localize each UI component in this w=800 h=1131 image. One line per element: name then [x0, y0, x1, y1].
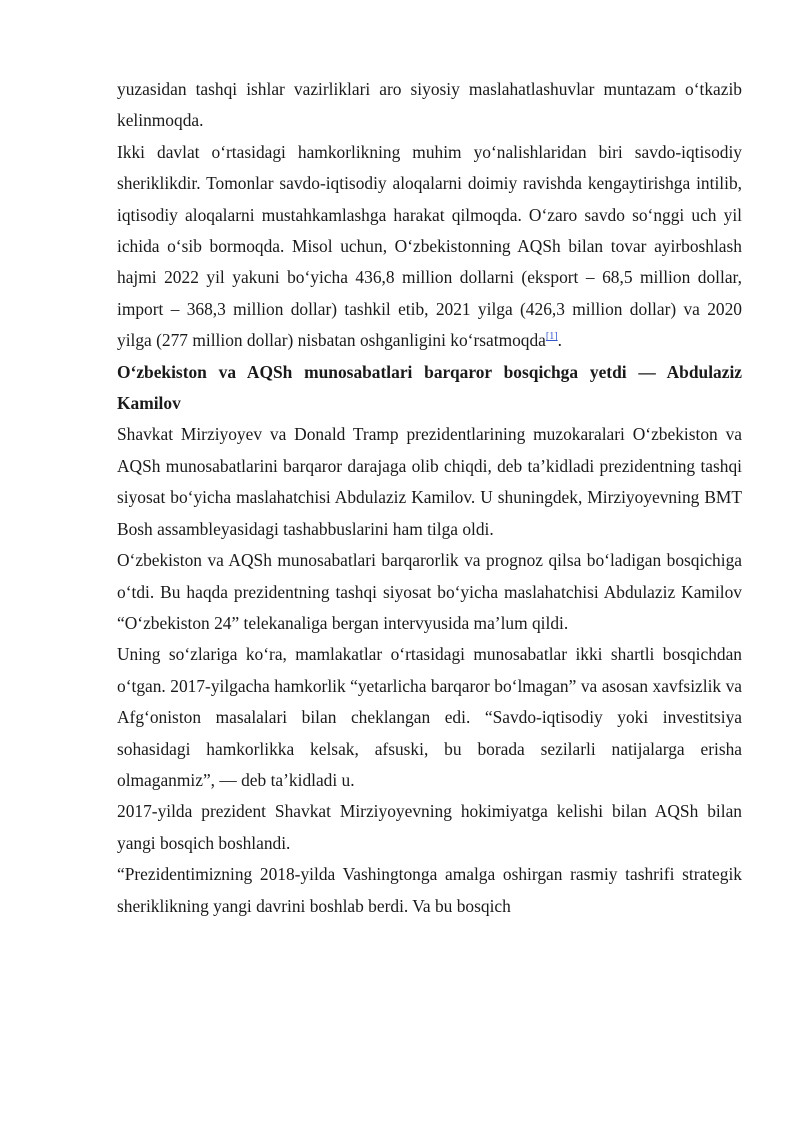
paragraph-trade-tail: . [557, 330, 562, 351]
section-heading: O‘zbekiston va AQSh munosabatlari barqaror bosqichga yetdi — Abdulaziz Kamilov [117, 361, 742, 414]
footnote-link[interactable]: [1] [545, 331, 558, 343]
paragraph-visit-quote: “Prezidentimizning 2018-yilda Vashingtonga amalga oshirgan rasmiy tashrifi strategik sheriklikning yangi davrini boshlab berdi. Va bu bosqich [117, 864, 742, 916]
paragraph-stability: O‘zbekiston va AQSh munosabatlari barqarorlik va prognoz qilsa bo‘ladigan bosqichiga o‘tdi. Bu haqda prezidentning tashqi siyosat bo‘yicha maslahatchisi Abdulaziz Kamilov “O‘zbekiston 24” telekanaliga bergan intervyusida ma’lum qildi. [117, 550, 742, 633]
paragraph-consultations: yuzasidan tashqi ishlar vazirliklari aro siyosiy maslahatlashuvlar muntazam o‘tkazib kelinmoqda. [117, 79, 742, 131]
paragraph-trade-text: Ikki davlat o‘rtasidagi hamkorlikning muhim yo‘nalishlaridan biri savdo-iqtisodiy sheriklikdir. Tomonlar savdo-iqtisodiy aloqalarni doimiy ravishda kengaytirishga intilib, iqtisodiy aloqalarni mustahkamlashga harakat qilmoqda. O‘zaro savdo so‘nggi uch yil ichida o‘sib bormoqda. Misol uchun, O‘zbekistonning AQSh bilan tovar ayirboshlash hajmi 2022 yil yakuni bo‘yicha 436,8 million dollarni (eksport – 68,5 million dollar, import – 368,3 million dollar) tashkil etib, 2021 yilga (426,3 million dollar) va 2020 yilga (277 million dollar) nisbatan oshganligini ko‘rsatmoqda [117, 141, 742, 351]
document-body [117, 74, 742, 922]
paragraph-negotiations: Shavkat Mirziyoyev va Donald Tramp prezidentlarining muzokaralari O‘zbekiston va AQSh munosabatlarini barqaror darajaga olib chiqdi, deb ta’kidladi prezidentning tashqi siyosat bo‘yicha maslahatchisi Abdulaziz Kamilov. U shuningdek, Mirziyoyevning BMT Bosh assambleyasidagi tashabbuslarini ham tilga oldi. [117, 424, 742, 539]
paragraph-new-stage: 2017-yilda prezident Shavkat Mirziyoyevning hokimiyatga kelishi bilan AQSh bilan yangi bosqich boshlandi. [117, 801, 742, 853]
paragraph-trade-partnership [117, 137, 742, 357]
paragraph-two-stages: Uning so‘zlariga ko‘ra, mamlakatlar o‘rtasidagi munosabatlar ikki shartli bosqichdan o‘tgan. 2017-yilgacha hamkorlik “yetarlicha barqaror bo‘lmagan” va asosan xavfsizlik va Afg‘oniston masalalari bilan cheklangan edi. “Savdo-iqtisodiy yoki investitsiya sohasidagi hamkorlikka kelsak, afsuski, bu borada sezilarli natijalarga erisha olmaganmiz”, — deb ta’kidladi u. [117, 644, 742, 790]
